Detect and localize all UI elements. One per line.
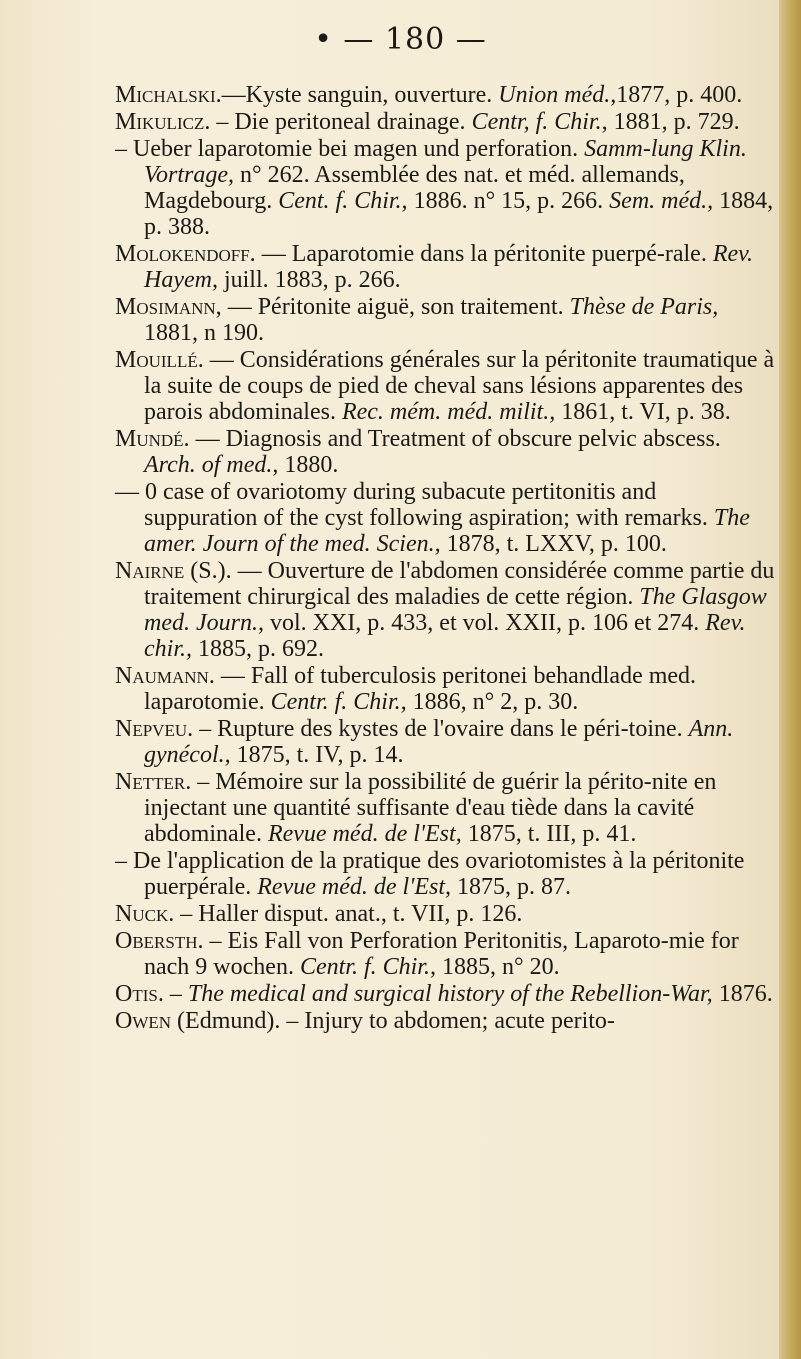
entry-author: Nepveu. <box>115 716 194 742</box>
bibliography-entry <box>115 479 775 557</box>
entry-text: 1885, n° 20. <box>435 954 560 980</box>
entry-text: — 0 case of ovariotomy during subacute pertitonitis and suppuration of the cyst following aspiration; with remarks. <box>115 479 714 531</box>
entry-text: 1881, n 190. <box>144 320 264 346</box>
entry-journal: Sem. méd., <box>609 188 714 214</box>
entry-text: 1880. <box>278 452 339 478</box>
entry-journal: Rec. mém. méd. milit., <box>341 399 556 425</box>
entry-author: Mouillé. <box>115 347 204 373</box>
entry-journal: Ann. gynécol., <box>144 716 734 768</box>
bibliography-entry <box>115 347 775 425</box>
bibliography-entry <box>115 848 775 900</box>
entry-journal: Centr. f. Chir., <box>270 689 407 715</box>
entry-journal: Union méd., <box>498 82 617 108</box>
entry-journal: Revue méd. de l'Est, <box>257 874 451 900</box>
entry-author: Mundé. <box>115 426 190 452</box>
entry-text: 1877, p. 400. <box>616 82 743 108</box>
entry-journal: Centr. f. Chir., <box>299 954 436 980</box>
entry-author: Michalski. <box>115 82 222 108</box>
entry-text: — Diagnosis and Treatment of obscure pelvic abscess. <box>189 426 721 452</box>
bibliography-entry <box>115 901 775 927</box>
entry-text: 1876. <box>712 981 773 1007</box>
bibliography-list <box>115 82 775 1035</box>
entry-text: n° 262. Assemblée des nat. et méd. allemands, Magdebourg. <box>144 162 685 214</box>
entry-text: (S.). — Ouverture de l'abdomen considérée comme partie du traitement chirurgical des maladies de cette région. <box>144 558 775 610</box>
entry-journal: The amer. Journ of the med. Scien., <box>144 505 750 557</box>
entry-journal: Rev. chir., <box>144 610 746 662</box>
entry-text: 1886, n° 2, p. 30. <box>406 689 579 715</box>
entry-text: juill. 1883, p. 266. <box>217 267 401 293</box>
bibliography-entry <box>115 663 775 715</box>
entry-author: Nairne <box>115 558 185 584</box>
entry-text: 1878, t. LXXV, p. 100. <box>440 531 667 557</box>
bibliography-entry <box>115 769 775 847</box>
entry-text: – Ueber laparotomie bei magen und perforation. <box>115 136 585 162</box>
entry-author: Naumann. <box>115 663 215 689</box>
entry-text: 1875, p. 87. <box>451 874 571 900</box>
entry-author: Mikulicz. <box>115 109 211 135</box>
bibliography-entry <box>115 241 775 293</box>
entry-text: – Die peritoneal drainage. <box>210 109 472 135</box>
entry-text: — Laparotomie dans la péritonite puerpé-rale. <box>255 241 713 267</box>
entry-author: Molokendoff. <box>115 241 256 267</box>
entry-text: – De l'application de la pratique des ovariotomistes à la péritonite puerpérale. <box>115 848 745 900</box>
bibliography-entry <box>115 928 775 980</box>
page-number-header: • — 180 — <box>314 22 487 57</box>
bibliography-entry <box>115 1008 775 1034</box>
bibliography-entry <box>115 981 775 1007</box>
entry-text: 1885, p. 692. <box>192 636 324 662</box>
entry-text: (Edmund). – Injury to abdomen; acute perito- <box>171 1008 615 1034</box>
bibliography-entry <box>115 716 775 768</box>
entry-text: — Péritonite aiguë, son traitement. <box>221 294 570 320</box>
bibliography-entry <box>115 558 775 662</box>
entry-text: 1861, t. VI, p. 38. <box>555 399 731 425</box>
entry-author: Obersth. <box>115 928 204 954</box>
entry-journal: Rev. Hayem, <box>144 241 754 293</box>
entry-text: – <box>163 981 188 1007</box>
entry-journal: Thèse de Paris, <box>569 294 719 320</box>
entry-text: 1881, p. 729. <box>607 109 740 135</box>
bibliography-entry <box>115 109 775 135</box>
entry-journal: The Glasgow med. Journ., <box>144 584 767 636</box>
entry-author: Otis. <box>115 981 164 1007</box>
bibliography-entry <box>115 136 775 240</box>
page-edge <box>779 0 801 1359</box>
entry-author: Nuck. <box>115 901 175 927</box>
bibliography-entry <box>115 294 775 346</box>
entry-journal: Cent. f. Chir., <box>278 188 408 214</box>
entry-journal: Centr, f. Chir., <box>471 109 608 135</box>
entry-author: Netter. <box>115 769 192 795</box>
entry-text: — Considérations générales sur la péritonite traumatique à la suite de coups de pied de cheval sans lésions apparentes des parois abdominales. <box>144 347 775 425</box>
entry-text: —Kyste sanguin, ouverture. <box>221 82 499 108</box>
entry-text: – Mémoire sur la possibilité de guérir la périto-nite en injectant une quantité suffisante d'eau tiède dans la cavité abdominale. <box>144 769 717 847</box>
entry-text: – Haller disput. anat., t. VII, p. 126. <box>174 901 523 927</box>
entry-text: 1886. n° 15, p. 266. <box>407 188 610 214</box>
bibliography-entry <box>115 82 775 108</box>
entry-text: – Eis Fall von Perforation Peritonitis, Laparoto-mie for nach 9 wochen. <box>144 928 739 980</box>
entry-journal: Samm-lung Klin. Vortrage, <box>144 136 747 188</box>
entry-text: 1875, t. III, p. 41. <box>461 821 637 847</box>
entry-text: 1875, t. IV, p. 14. <box>230 742 404 768</box>
entry-text: – Rupture des kystes de l'ovaire dans le péri-toine. <box>193 716 689 742</box>
entry-author: Mosimann, <box>115 294 222 320</box>
entry-text: — Fall of tuberculosis peritonei behandlade med. laparotomie. <box>144 663 697 715</box>
entry-author: Owen <box>115 1008 172 1034</box>
entry-journal: The medical and surgical history of the Rebellion-War, <box>187 981 713 1007</box>
entry-text: vol. XXI, p. 433, et vol. XXII, p. 106 et 274. <box>263 610 706 636</box>
entry-journal: Arch. of med., <box>144 452 279 478</box>
entry-journal: Revue méd. de l'Est, <box>267 821 462 847</box>
entry-text: 1884, p. 388. <box>144 188 774 240</box>
bibliography-entry <box>115 426 775 478</box>
